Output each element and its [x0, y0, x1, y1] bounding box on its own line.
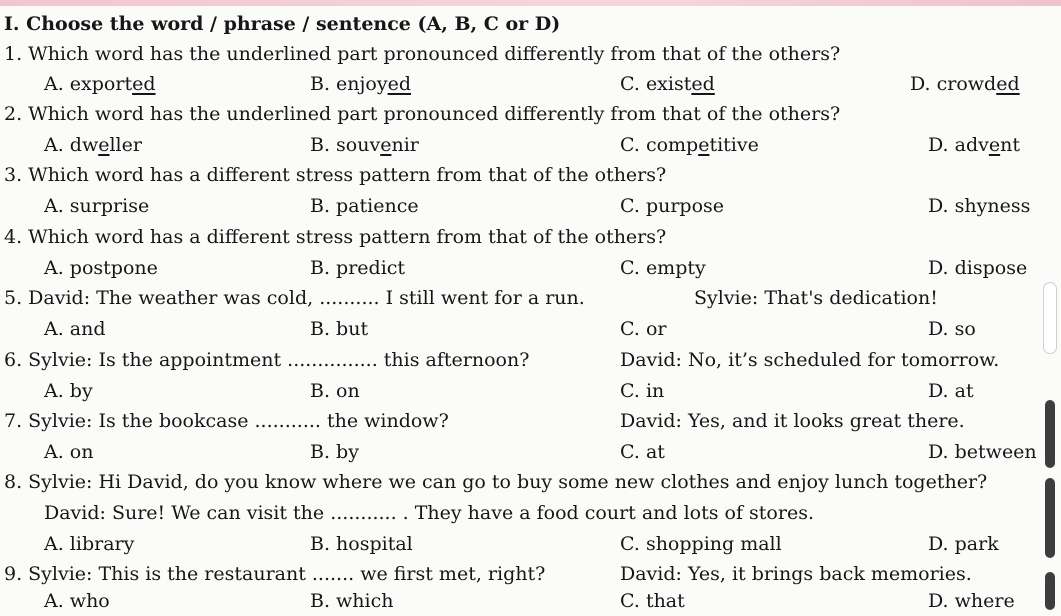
- option-b[interactable]: B. souvenir: [310, 134, 419, 156]
- question-4: 4. Which word has a different stress pattern from that of the others?: [4, 226, 667, 248]
- option-d[interactable]: D. shyness: [928, 195, 1031, 217]
- option-c[interactable]: C. shopping mall: [620, 533, 782, 555]
- question-6-options: [0, 376, 1061, 406]
- option-b[interactable]: B. hospital: [310, 533, 413, 555]
- scrollbar-thumb-lower[interactable]: [1045, 478, 1055, 558]
- question-2-options: [0, 130, 1061, 160]
- question-5-line: [0, 283, 1061, 313]
- question-7-options: [0, 437, 1061, 467]
- option-b[interactable]: B. by: [310, 441, 359, 463]
- option-b[interactable]: B. predict: [310, 257, 406, 279]
- question-1-options: [0, 69, 1061, 99]
- scrollbar-thumb-bottom[interactable]: [1045, 572, 1055, 610]
- option-c[interactable]: C. that: [620, 590, 685, 612]
- option-d[interactable]: D. park: [928, 533, 999, 555]
- option-d[interactable]: D. at: [928, 380, 974, 402]
- option-d[interactable]: D. crowded: [910, 73, 1020, 95]
- option-a[interactable]: A. library: [44, 533, 135, 555]
- question-9-reply: David: Yes, it brings back memories.: [620, 563, 972, 585]
- option-a[interactable]: A. dweller: [44, 134, 142, 156]
- option-c[interactable]: C. existed: [620, 73, 715, 95]
- question-7: 7. Sylvie: Is the bookcase ........... the window?: [4, 410, 449, 432]
- question-7-line: [0, 406, 1061, 436]
- option-a[interactable]: A. postpone: [44, 257, 158, 279]
- question-6-line: [0, 345, 1061, 375]
- option-c[interactable]: C. competitive: [620, 134, 759, 156]
- option-b[interactable]: B. on: [310, 380, 360, 402]
- option-c[interactable]: C. or: [620, 318, 667, 340]
- question-1: 1. Which word has the underlined part pronounced differently from that of the others?: [4, 43, 841, 65]
- option-d[interactable]: D. where: [928, 590, 1015, 612]
- option-a[interactable]: A. and: [44, 318, 106, 340]
- option-c[interactable]: C. in: [620, 380, 665, 402]
- question-8-options: [0, 529, 1061, 559]
- question-4-options: [0, 253, 1061, 283]
- scrollbar-thumb[interactable]: [1045, 400, 1055, 468]
- option-c[interactable]: C. purpose: [620, 195, 725, 217]
- question-6-reply: David: No, it’s scheduled for tomorrow.: [620, 349, 1000, 371]
- option-b[interactable]: B. enjoyed: [310, 73, 412, 95]
- option-c[interactable]: C. empty: [620, 257, 706, 279]
- option-a[interactable]: A. on: [44, 441, 94, 463]
- option-a[interactable]: A. exported: [44, 73, 156, 95]
- question-5-reply: Sylvie: That's dedication!: [694, 287, 938, 309]
- question-3: 3. Which word has a different stress pattern from that of the others?: [4, 164, 667, 186]
- scrollbar-track[interactable]: [1043, 282, 1057, 354]
- option-d[interactable]: D. dispose: [928, 257, 1028, 279]
- question-6: 6. Sylvie: Is the appointment ............... this afternoon?: [4, 349, 530, 371]
- question-9: 9. Sylvie: This is the restaurant ....... we first met, right?: [4, 563, 546, 585]
- question-9-line: [0, 559, 1061, 589]
- question-9-options: [0, 586, 1061, 616]
- option-a[interactable]: A. who: [44, 590, 110, 612]
- question-5-options: [0, 314, 1061, 344]
- option-d[interactable]: D. so: [928, 318, 976, 340]
- option-d[interactable]: D. advent: [928, 134, 1020, 156]
- section-title: I. Choose the word / phrase / sentence (A, B, C or D): [4, 13, 561, 35]
- option-c[interactable]: C. at: [620, 441, 665, 463]
- question-7-reply: David: Yes, and it looks great there.: [620, 410, 965, 432]
- option-a[interactable]: A. surprise: [44, 195, 150, 217]
- question-8: 8. Sylvie: Hi David, do you know where we can go to buy some new clothes and enjoy lunch together?: [4, 471, 988, 493]
- question-8-reply: David: Sure! We can visit the ........... . They have a food court and lots of stores.: [44, 502, 814, 524]
- option-b[interactable]: B. but: [310, 318, 369, 340]
- question-2: 2. Which word has the underlined part pronounced differently from that of the others?: [4, 103, 841, 125]
- option-b[interactable]: B. patience: [310, 195, 419, 217]
- question-5: 5. David: The weather was cold, .......... I still went for a run.: [4, 287, 585, 309]
- option-d[interactable]: D. between: [928, 441, 1037, 463]
- question-3-options: [0, 191, 1061, 221]
- option-b[interactable]: B. which: [310, 590, 394, 612]
- option-a[interactable]: A. by: [44, 380, 93, 402]
